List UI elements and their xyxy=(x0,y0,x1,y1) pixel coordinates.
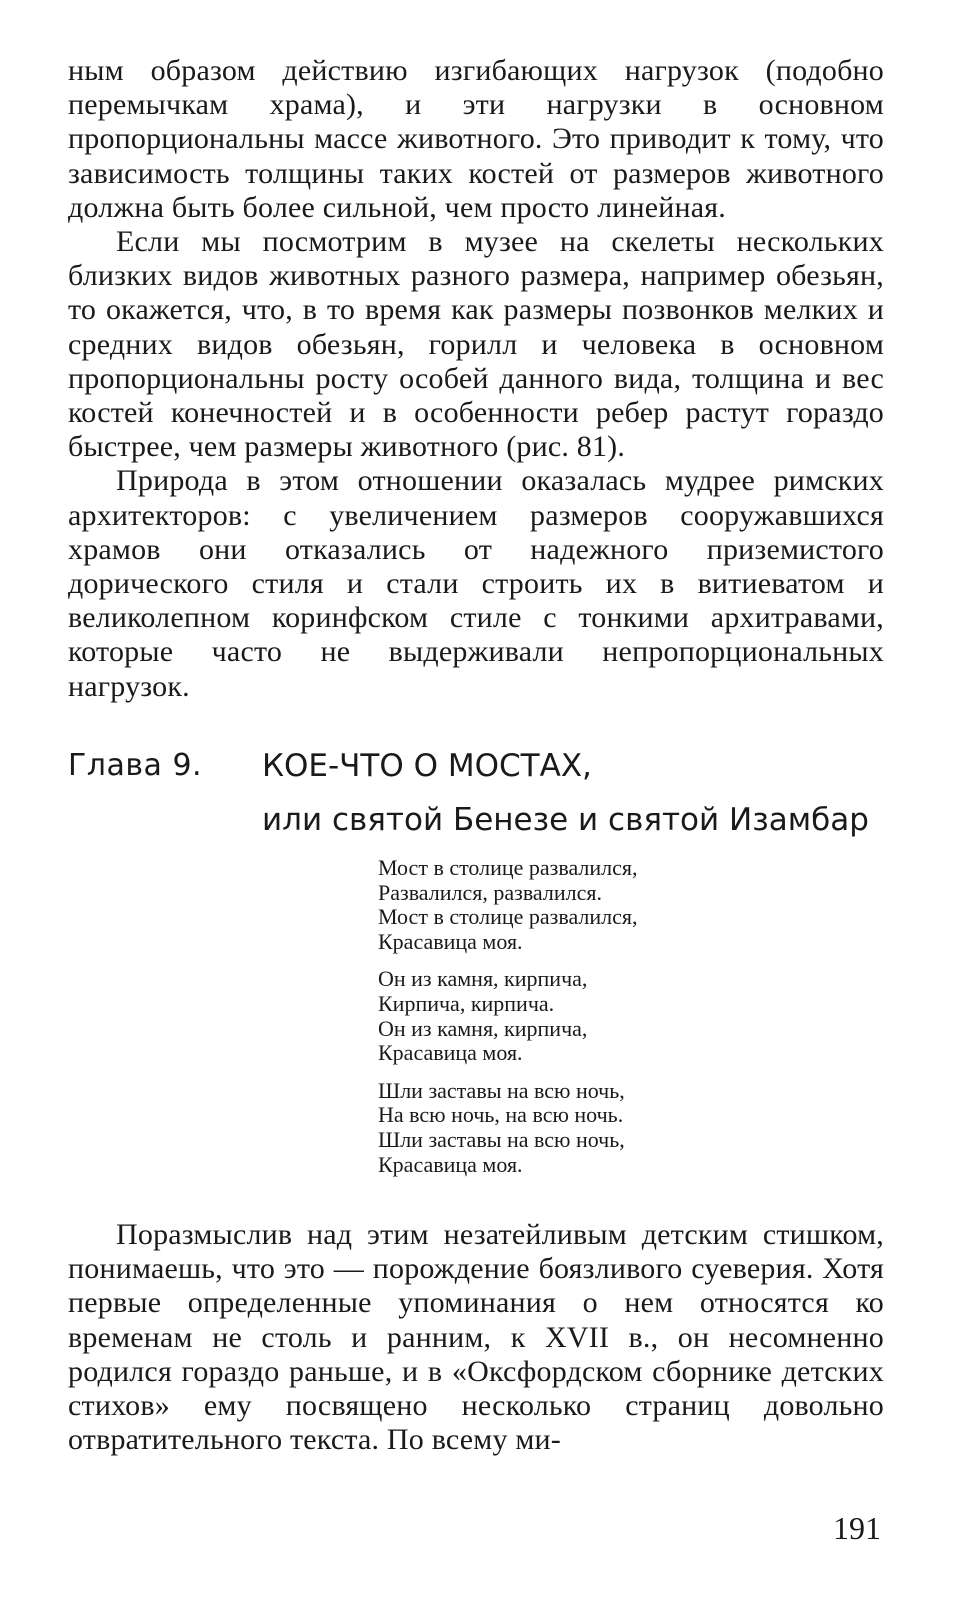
poem-line: Шли заставы на всю ночь, xyxy=(378,1077,625,1103)
poem-line: Красавица моя. xyxy=(378,1040,523,1066)
chapter-label: Глава 9. xyxy=(68,748,203,783)
poem-line: Мост в столице развалился, xyxy=(378,855,638,880)
epigraph-poem xyxy=(378,856,898,1190)
poem-line: Мост в столице развалился, xyxy=(378,904,638,930)
poem-line: На всю ночь, на всю ночь. xyxy=(378,1102,624,1128)
poem-line: Красавица моя. xyxy=(378,928,523,954)
chapter-title xyxy=(262,748,884,838)
poem-stanza xyxy=(378,856,898,954)
poem-stanza xyxy=(378,1079,898,1177)
page-number: 191 xyxy=(833,1510,881,1546)
poem-line: Кирпича, кирпича. xyxy=(378,990,555,1016)
paragraph-continuation: ным образом действию изгибающих нагрузок (подобно перемычкам храма), и эти нагрузки в основном пропорциональны массе животного. Это приводит к тому, что зависимость толщины таких костей от размеров животного должна быть более сильной, чем просто линейная. xyxy=(68,54,884,224)
poem-line: Шли заставы на всю ночь, xyxy=(378,1126,625,1152)
paragraph-skeletons: Если мы посмотрим в музее на скелеты нескольких близких видов животных разного размера, например обезьян, то окажется, что, в то время как размеры позвонков мелких и средних видов обезьян, горилл и человека в основном пропорциональны росту особей данного вида, толщина и вес костей конечностей и в особенности ребер растут гораздо быстрее, чем размеры животного (рис. 81). xyxy=(68,225,884,464)
poem-line: Он из камня, кирпича, xyxy=(378,966,588,992)
body-text-bottom xyxy=(68,1218,884,1457)
poem-line: Он из камня, кирпича, xyxy=(378,1015,588,1041)
paragraph-architects: Природа в этом отношении оказалась мудрее римских архитекторов: с увеличением размеров сооружавшихся храмов они отказались от надежного приземистого дорического стиля и стали строить их в витиеватом и великолепном коринфском стиле с тонкими архитравами, которые часто не выдерживали непропорциональных нагрузок. xyxy=(68,464,884,703)
chapter-title-line2: или святой Бенезе и святой Изамбар xyxy=(262,802,869,838)
chapter-title-line1: КОЕ-ЧТО О МОСТАХ, xyxy=(262,748,592,784)
body-text-top xyxy=(68,54,884,704)
paragraph-rhyme: Поразмыслив над этим незатейливым детским стишком, понимаешь, что это — порождение боязливого суеверия. Хотя первые определенные упоминания о нем относятся ко временам не столь и ранним, к XVII в., он несомненно родился гораздо раньше, и в «Оксфордском сборнике детских стихов» ему посвящено несколько страниц довольно отвратительного текста. По всему ми- xyxy=(68,1218,884,1457)
poem-line: Красавица моя. xyxy=(378,1151,523,1177)
poem-line: Развалился, развалился. xyxy=(378,879,602,905)
poem-stanza xyxy=(378,967,898,1065)
